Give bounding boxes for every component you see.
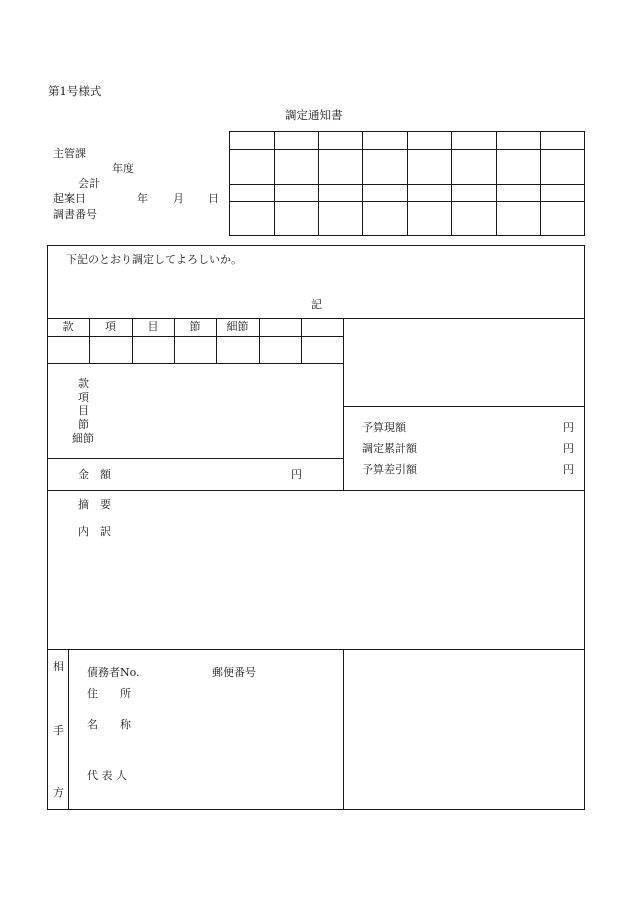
column-header: 款 (62, 320, 74, 333)
grid-line (318, 132, 319, 235)
divider-line (343, 649, 344, 810)
divider-line (47, 649, 585, 650)
divider-line (301, 318, 302, 364)
yen-unit: 円 (563, 442, 574, 455)
grid-line (496, 132, 497, 235)
counterparty-side-label: 相 (53, 660, 64, 673)
request-text: 下記のとおり調定してよろしいか。 (66, 253, 242, 266)
classification-label: 項 (78, 391, 89, 404)
counterparty-side-label: 手 (53, 724, 64, 737)
month-label: 月 (173, 192, 184, 205)
record-mark: 記 (311, 298, 322, 311)
representative-label: 代 表 人 (87, 769, 127, 782)
grid-line (362, 132, 363, 235)
grid-line (274, 132, 275, 235)
form-number: 第1号様式 (48, 84, 102, 98)
budget-difference-label: 予算差引額 (362, 463, 417, 476)
summary-label: 摘 要 (78, 498, 111, 511)
divider-line (259, 318, 260, 364)
account-label: 会計 (78, 177, 100, 190)
yen-unit: 円 (563, 421, 574, 434)
amount-label: 金 額 (78, 468, 111, 481)
classification-label: 節 (78, 418, 89, 431)
grid-line (407, 132, 408, 235)
classification-label: 款 (78, 377, 89, 390)
divider-line (47, 318, 585, 319)
column-header: 目 (147, 320, 159, 333)
counterparty-side-label: 方 (53, 786, 64, 799)
divider-line (47, 336, 343, 337)
approval-stamp-grid (229, 131, 585, 236)
grid-line (540, 132, 541, 235)
fiscal-year-label: 年度 (112, 162, 134, 175)
divider-line (47, 363, 343, 364)
column-header: 項 (105, 320, 116, 333)
grid-line (451, 132, 452, 235)
divider-line (47, 458, 343, 459)
budget-cumulative-label: 調定累計額 (362, 442, 417, 455)
column-header: 細節 (226, 320, 249, 333)
divider-line (343, 406, 585, 407)
column-header: 節 (189, 320, 201, 333)
debtor-number-label: 債務者No. (87, 666, 140, 679)
name-label: 名 称 (87, 718, 131, 731)
postal-code-label: 郵便番号 (212, 666, 256, 679)
department-label: 主管課 (53, 147, 86, 160)
document-number-label: 調書番号 (53, 208, 97, 221)
draft-date-label: 起案日 (53, 192, 86, 205)
divider-line (47, 490, 585, 491)
yen-unit: 円 (563, 463, 574, 476)
day-label: 日 (208, 192, 219, 205)
form-title: 調定通知書 (285, 108, 343, 122)
budget-current-label: 予算現額 (362, 421, 406, 434)
yen-unit: 円 (291, 468, 302, 481)
divider-line (343, 318, 344, 491)
divider-line (68, 649, 69, 810)
address-label: 住 所 (87, 687, 131, 700)
classification-label: 目 (78, 404, 89, 417)
breakdown-label: 内 訳 (78, 525, 111, 538)
classification-label: 細節 (72, 432, 94, 445)
year-label: 年 (137, 192, 148, 205)
